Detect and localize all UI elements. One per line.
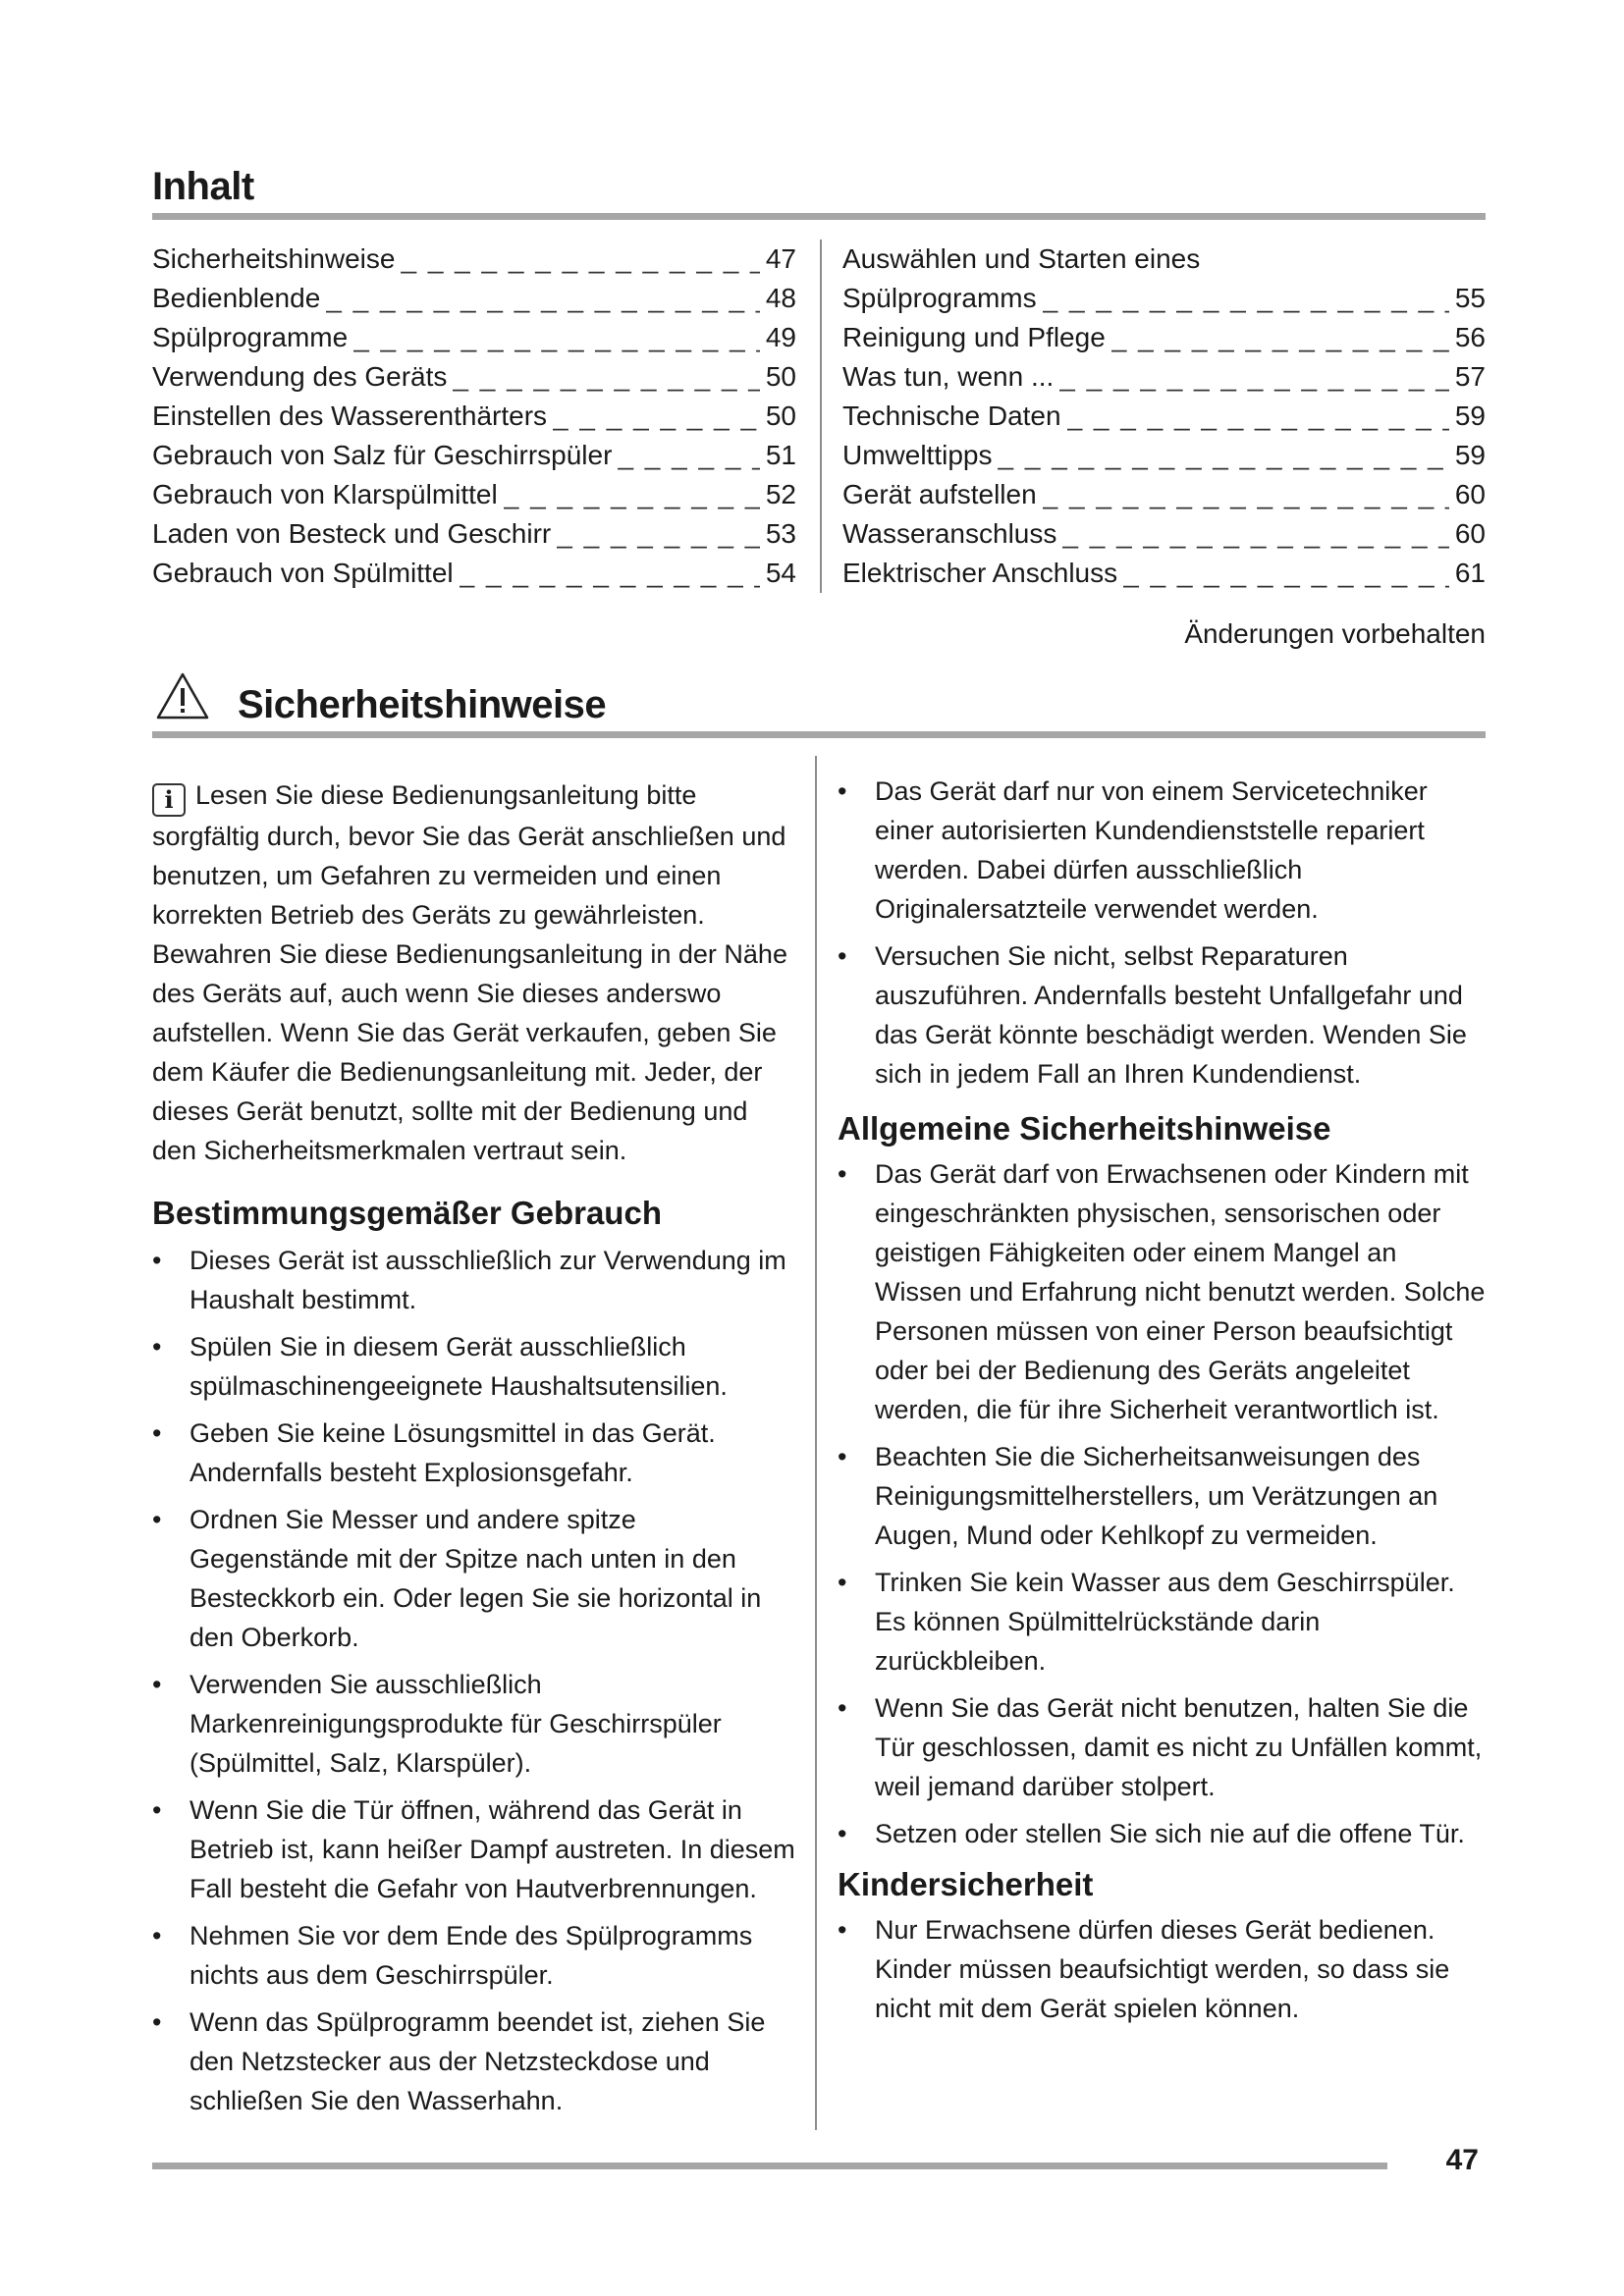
toc-left-list	[152, 240, 796, 593]
toc-entry	[842, 436, 1486, 475]
toc-leader	[1059, 357, 1449, 397]
toc-entry-page: 48	[765, 283, 796, 313]
bullet-item: • Nur Erwachsene dürfen dieses Gerät bedienen. Kinder müssen beaufsichtigt werden, so dass sie nicht mit dem Gerät spielen können.	[838, 1910, 1486, 2028]
toc-title-rule	[152, 213, 1486, 220]
toc-entry-label: Wasseranschluss	[842, 518, 1057, 549]
use-heading: Bestimmungsgemäßer Gebrauch	[152, 1195, 662, 1231]
toc-entry-label: Elektrischer Anschluss	[842, 558, 1118, 588]
toc-entry-page: 59	[1454, 400, 1486, 431]
toc-right-first-line: Auswählen und Starten eines	[842, 243, 1201, 274]
toc-entry	[152, 240, 796, 279]
toc-leader	[1062, 514, 1448, 554]
toc-entry-label: Einstellen des Wasserenthärters	[152, 400, 548, 431]
toc-entry-page: 53	[765, 518, 796, 549]
bullet-item: • Trinken Sie kein Wasser aus dem Geschirrspüler. Es können Spülmittelrückstände darin zurückbleiben.	[838, 1563, 1486, 1681]
toc-right-list	[842, 279, 1486, 593]
toc-entry	[842, 279, 1486, 318]
bullet-item: • Wenn Sie das Gerät nicht benutzen, halten Sie die Tür geschlossen, damit es nicht zu Unfällen kommt, weil jemand darüber stolpert.	[838, 1688, 1486, 1806]
bullet-item: • Beachten Sie die Sicherheitsanweisungen des Reinigungsmittelherstellers, um Verätzungen an Augen, Mund oder Kehlkopf zu vermeiden.	[838, 1437, 1486, 1555]
safety-left-column	[152, 775, 796, 2128]
toc-entry-label: Laden von Besteck und Geschirr	[152, 518, 552, 549]
bullet-item: • Verwenden Sie ausschließlich Markenreinigungsprodukte für Geschirrspüler (Spülmittel, Salz, Klarspüler).	[152, 1665, 796, 1783]
toc-entry-label: Gebrauch von Spülmittel	[152, 558, 454, 588]
safety-title-rule	[152, 731, 1486, 738]
column-divider	[815, 756, 817, 2130]
toc-title: Inhalt	[152, 165, 254, 208]
safety-title: Sicherheitshinweise	[238, 683, 607, 726]
bullet-item: • Dieses Gerät ist ausschließlich zur Verwendung im Haushalt bestimmt.	[152, 1241, 796, 1319]
toc-entry-page: 61	[1454, 558, 1486, 588]
toc-entry-page: 49	[765, 322, 796, 352]
toc-entry-page: 52	[765, 479, 796, 509]
toc-entry-label: Gebrauch von Klarspülmittel	[152, 479, 498, 509]
bullet-item: • Das Gerät darf nur von einem Servicetechniker einer autorisierten Kundendienststelle repariert werden. Dabei dürfen ausschließlich Originalersatzteile verwendet werden.	[838, 772, 1486, 929]
general-heading: Allgemeine Sicherheitshinweise	[838, 1110, 1331, 1147]
toc-leader	[453, 357, 759, 397]
toc-leader	[1067, 397, 1449, 436]
toc-entry-page: 47	[765, 243, 796, 274]
safety-right-column	[838, 772, 1486, 2036]
child-heading: Kindersicherheit	[838, 1866, 1094, 1902]
toc-entry	[842, 318, 1486, 357]
toc-entry-label: Bedienblende	[152, 283, 321, 313]
toc-leader	[460, 554, 760, 593]
toc-entry	[842, 397, 1486, 436]
bullet-item: • Ordnen Sie Messer und andere spitze Gegenstände mit der Spitze nach unten in den Besteckkorb ein. Oder legen Sie sie horizontal in den Oberkorb.	[152, 1500, 796, 1657]
toc-entry	[152, 475, 796, 514]
intro-paragraph	[152, 775, 796, 1170]
toc-entry	[152, 397, 796, 436]
bullet-item: • Geben Sie keine Lösungsmittel in das Gerät. Andernfalls besteht Explosionsgefahr.	[152, 1414, 796, 1492]
toc-entry-label: Was tun, wenn ...	[842, 361, 1055, 392]
toc-entry-page: 60	[1454, 518, 1486, 549]
toc-leader	[401, 240, 759, 279]
repair-list	[838, 772, 1486, 1094]
bullet-item: • Das Gerät darf von Erwachsenen oder Kindern mit eingeschränkten physischen, sensorischen oder geistigen Fähigkeiten oder einem Mangel an Wissen und Erfahrung nicht benutzt werden. Solche Personen müssen von einer Person beaufsichtigt oder bei der Bedienung des Geräts angeleitet werden, die für ihre Sicherheit verantwortlich ist.	[838, 1154, 1486, 1429]
footer-rule	[152, 2163, 1387, 2169]
toc-entry-page: 55	[1454, 283, 1486, 313]
toc-entry-page: 51	[765, 440, 796, 470]
toc-divider	[820, 240, 822, 593]
toc-entry	[842, 475, 1486, 514]
toc-entry-page: 50	[765, 400, 796, 431]
toc-entry-page: 60	[1454, 479, 1486, 509]
toc-leader	[557, 514, 760, 554]
toc-entry-page: 54	[765, 558, 796, 588]
toc-entry-label: Spülprogramms	[842, 283, 1037, 313]
toc-leader	[1123, 554, 1449, 593]
info-icon: i	[152, 783, 186, 817]
toc-leader	[618, 436, 759, 475]
toc-entry-page: 59	[1454, 440, 1486, 470]
toc-entry	[152, 318, 796, 357]
toc-leader	[326, 279, 760, 318]
toc-leader	[504, 475, 760, 514]
toc-note: Änderungen vorbehalten	[1184, 618, 1486, 649]
page-number: 47	[1445, 2144, 1479, 2176]
toc-entry-label: Verwendung des Geräts	[152, 361, 448, 392]
toc-entry-label: Gerät aufstellen	[842, 479, 1037, 509]
bullet-item: • Spülen Sie in diesem Gerät ausschließlich spülmaschinengeeignete Haushaltsutensilien.	[152, 1327, 796, 1406]
toc-leader	[353, 318, 760, 357]
toc-leader	[1043, 475, 1449, 514]
general-list	[838, 1154, 1486, 1853]
child-list	[838, 1910, 1486, 2028]
toc-leader	[553, 397, 760, 436]
toc-entry	[842, 554, 1486, 593]
toc-entry	[152, 436, 796, 475]
toc-entry	[842, 357, 1486, 397]
bullet-item: • Setzen oder stellen Sie sich nie auf die offene Tür.	[838, 1814, 1486, 1853]
use-list	[152, 1241, 796, 2120]
toc-entry	[842, 514, 1486, 554]
toc-entry	[152, 279, 796, 318]
bullet-item: • Wenn Sie die Tür öffnen, während das Gerät in Betrieb ist, kann heißer Dampf austreten. In diesem Fall besteht die Gefahr von Hautverbrennungen.	[152, 1790, 796, 1908]
toc-entry-label: Spülprogramme	[152, 322, 349, 352]
bullet-item: • Nehmen Sie vor dem Ende des Spülprogramms nichts aus dem Geschirrspüler.	[152, 1916, 796, 1995]
bullet-item: • Versuchen Sie nicht, selbst Reparaturen auszuführen. Andernfalls besteht Unfallgefahr und das Gerät könnte beschädigt werden. Wenden Sie sich in jedem Fall an Ihren Kundendienst.	[838, 936, 1486, 1094]
toc-entry-page: 57	[1454, 361, 1486, 392]
warning-icon	[155, 670, 210, 721]
toc-entry-label: Umwelttipps	[842, 440, 993, 470]
toc-leader	[1043, 279, 1449, 318]
toc-leader	[998, 436, 1448, 475]
toc-entry-label: Gebrauch von Salz für Geschirrspüler	[152, 440, 613, 470]
bullet-item: • Wenn das Spülprogramm beendet ist, ziehen Sie den Netzstecker aus der Netzsteckdose und schließen Sie den Wasserhahn.	[152, 2002, 796, 2120]
intro-text: Lesen Sie diese Bedienungsanleitung bitte sorgfältig durch, bevor Sie das Gerät anschließen und benutzen, um Gefahren zu vermeiden und einen korrekten Betrieb des Geräts zu gewährleisten. Bewahren Sie diese Bedienungsanleitung in der Nähe des Geräts auf, auch wenn Sie dieses anderswo aufstellen. Wenn Sie das Gerät verkaufen, geben Sie dem Käufer die Bedienungsanleitung mit. Jeder, der dieses Gerät benutzt, sollte mit der Bedienung und den Sicherheitsmerkmalen vertraut sein.	[152, 780, 787, 1165]
toc-entry-label: Sicherheitshinweise	[152, 243, 396, 274]
toc-leader	[1111, 318, 1449, 357]
toc-entry	[152, 554, 796, 593]
toc-entry	[152, 357, 796, 397]
toc-entry-page: 50	[765, 361, 796, 392]
toc-entry-label: Reinigung und Pflege	[842, 322, 1106, 352]
toc-entry-page: 56	[1454, 322, 1486, 352]
toc-entry-label: Technische Daten	[842, 400, 1061, 431]
toc-entry	[152, 514, 796, 554]
